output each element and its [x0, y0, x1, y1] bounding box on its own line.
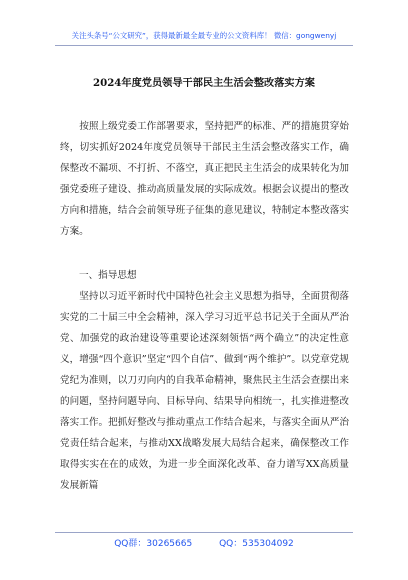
paragraph-guiding-ideology: 坚持以习近平新时代中国特色社会主义思想为指导，全面贯彻落实党的二十届三中全会精神，深入学习习近平总书记关于全面从严治党、加强党的政治建设等重要论述深刻领悟“两个确立”的决定性意义，增强“四个意识”坚定“四个自信”、做到“两个维护”。以党章党规党纪为准则，以刀刃向内的自我革命精神，聚焦民主生活会查摆出来的问题，坚持问题导向、目标导向、结果导向相统一，扎实推进整改落实工作。把抓好整改与推动重点工作结合起来，与落实全面从严治党责任结合起来，与推动XX战略发展大局结合起来，确保整改工作取得实实在在的成效，为进一步全面深化改革、奋力谱写XX高质量发展新篇 — [60, 291, 349, 491]
header-divider — [55, 45, 353, 46]
header-notice: 关注头条号“公文研究”，获得最新最全最专业的公文资料库！ 微信：gongwenyj — [71, 31, 337, 40]
footer-qq-number: QQ：535304092 — [219, 539, 294, 549]
footer-qq-group: QQ群：30265665 — [114, 539, 193, 549]
paragraph-intro: 按照上级党委工作部署要求，坚持把严的标准、严的措施贯穿始终，切实抓好2024年度党员领导干部民主生活会整改落实工作，确保整改不漏项、不打折、不落空，真正把民主生活会的成果转化为加强党委班子建设、推动高质量发展的实际成效。根据会议提出的整改方向和措施，结合会前领导班子征集的意见建议，特制定本整改落实方案。 — [60, 121, 349, 237]
footer-contacts — [0, 536, 408, 549]
footer-divider — [55, 532, 353, 533]
section-heading-guiding-ideology: 一、指导思想 — [79, 270, 137, 281]
document-title: 2024年度党员领导干部民主生活会整改落实方案 — [93, 77, 315, 89]
